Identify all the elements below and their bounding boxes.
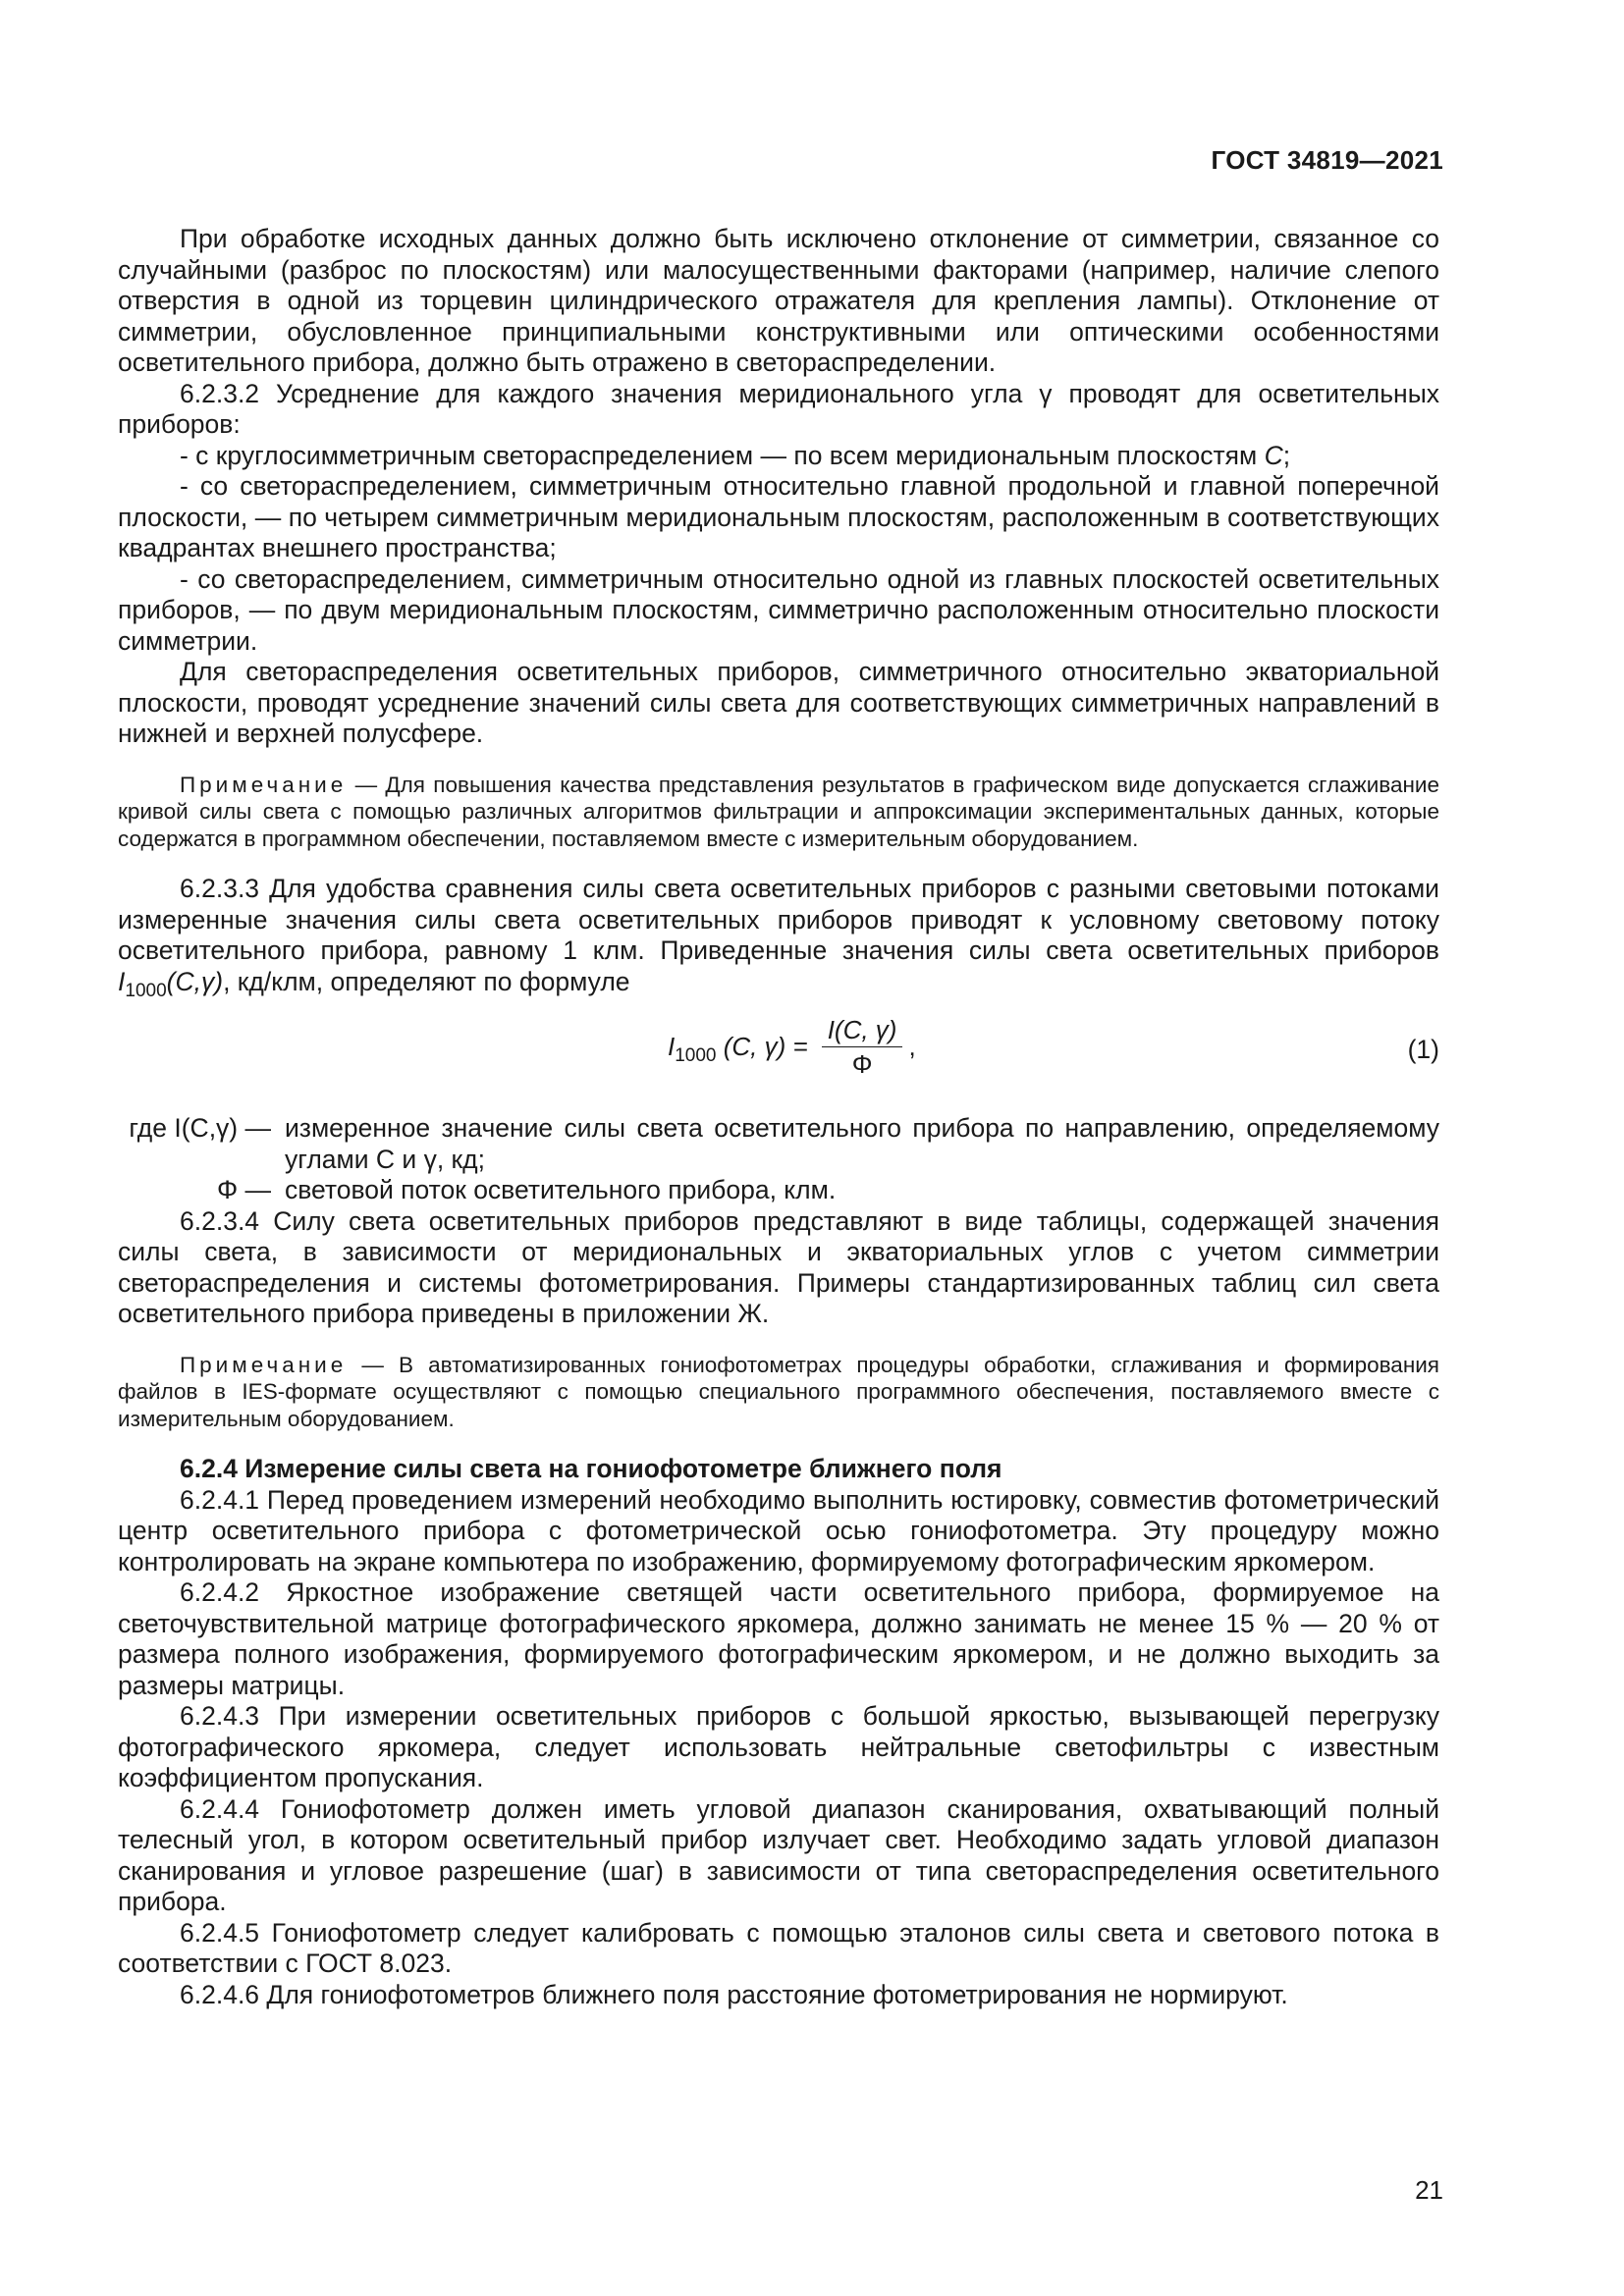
page-number: 21 — [1415, 2175, 1443, 2205]
list-item-round-symmetric — [118, 441, 1439, 472]
note-label: Примечание — [180, 772, 348, 797]
formula-numerator: I(C, γ) — [822, 1013, 903, 1047]
section-heading-6-2-4: 6.2.4 Измерение силы света на гониофотометре ближнего поля — [180, 1454, 1002, 1483]
symbol-subscript: 1000 — [125, 980, 167, 1001]
formula-1 — [118, 1013, 1439, 1095]
standard-number: ГОСТ 34819—2021 — [1211, 145, 1443, 175]
paragraph-text: 6.2.3.3 Для удобства сравнения силы света осветительных приборов с разными световыми потоками измеренные значения силы света осветительных приборов приводят к условному световому потоку осветительного прибора, равному 1 клм. Приведенные значения силы света осветительных приборов — [118, 874, 1439, 965]
variable-c: C — [1264, 440, 1283, 470]
formula-lhs-symbol: I — [668, 1031, 676, 1061]
paragraph-6-2-4-1: 6.2.4.1 Перед проведением измерений необходимо выполнить юстировку, совместив фотометрический центр осветительного прибора с фотометрической осью гониофотометра. Эту процедуру можно контролировать на экране компьютера по изображению, формируемому фотографическим яркомером. — [118, 1484, 1439, 1576]
note-text: — Для повышения качества представления результатов в графическом виде допускается сглаживание кривой силы света с помощью различных алгоритмов фильтрации и аппроксимации экспериментальных данных, которые содержатся в программном обеспечении, поставляемом вместе с измерительным оборудованием. — [118, 772, 1439, 851]
paragraph-equatorial: Для светораспределения осветительных приборов, симметричного относительно экваториальной плоскости, проводят усреднение значений силы света для соответствующих симметричных направлений в нижней и верхней полусфере. — [118, 657, 1439, 748]
paragraph-6-2-4-4: 6.2.4.4 Гониофотометр должен иметь угловой диапазон сканирования, охватывающий полный телесный угол, в котором осветительный прибор излучает свет. Необходимо задать угловой диапазон сканирования и угловое разрешение (шаг) в зависимости от типа светораспределения осветительного прибора. — [118, 1793, 1439, 1916]
legend-symbol-i: где I(C,γ) — — [129, 1113, 271, 1143]
paragraph-6-2-3-3 — [118, 874, 1439, 1001]
formula-lhs-subscript: 1000 — [675, 1044, 717, 1066]
formula-denominator: Φ — [851, 1049, 873, 1079]
list-item-end: ; — [1282, 440, 1291, 470]
paragraph-text-end: , кд/клм, определяют по формуле — [223, 966, 630, 996]
formula-lhs-args: (C, γ) = — [723, 1031, 808, 1061]
legend-definition-phi: световой поток осветительного прибора, клм. — [285, 1175, 837, 1204]
paragraph-6-2-3-2: 6.2.3.2 Усреднение для каждого значения меридионального угла γ проводят для осветительных приборов: — [118, 378, 1439, 439]
paragraph-6-2-4-2: 6.2.4.2 Яркостное изображение светящей части осветительного прибора, формируемое на светочувствительной матрице фотографического яркомера, должно занимать не менее 15 % — 20 % от размера полного изображения, формируемого фотографическим яркомером, и не должно выходить за размеры матрицы. — [118, 1577, 1439, 1700]
legend-definition-i: измеренное значение силы света осветительного прибора по направлению, определяемому углами C и γ, кд; — [285, 1113, 1439, 1174]
formula-tail: , — [908, 1031, 916, 1061]
symbol-i: I — [118, 966, 126, 996]
formula-fraction — [822, 1013, 903, 1081]
note-ies-format — [118, 1352, 1439, 1433]
note-text: — В автоматизированных гониофотометрах процедуры обработки, сглаживания и формирования файлов в IES-формате осуществляют с помощью специального программного обеспечения, поставляемого вместе с измерительным оборудованием. — [118, 1352, 1439, 1431]
document-body — [118, 224, 1439, 2010]
paragraph-6-2-4-5: 6.2.4.5 Гониофотометр следует калибровать с помощью эталонов силы света и светового потока в соответствии с ГОСТ 8.023. — [118, 1917, 1439, 1978]
list-item-two-planes: - со светораспределением, симметричным относительно главной продольной и главной поперечной плоскости, — по четырем симметричным меридиональным плоскостям, расположенным в соответствующих квадрантах внешнего пространства; — [118, 471, 1439, 562]
list-item-text: - с круглосимметричным светораспределением — по всем меридиональным плоскостям — [180, 440, 1265, 470]
list-item-one-plane: - со светораспределением, симметричным относительно одной из главных плоскостей осветительных приборов, — по двум меридиональным плоскостям, симметрично расположенным относительно плоскости симметрии. — [118, 563, 1439, 656]
paragraph-6-2-4-6: 6.2.4.6 Для гониофотометров ближнего поля расстояние фотометрирования не нормируют. — [180, 1979, 1288, 2009]
paragraph-6-2-4-3: 6.2.4.3 При измерении осветительных приборов с большой яркостью, вызывающей перегрузку фотографического яркомера, следует использовать нейтральные светофильтры с известным коэффициентом пропускания. — [118, 1701, 1439, 1792]
paragraph-6-2-3-4: 6.2.3.4 Силу света осветительных приборов представляют в виде таблицы, содержащей значения силы света, в зависимости от меридиональных и экваториальных углов с учетом симметрии светораспределения и системы фотометрирования. Примеры стандартизированных таблиц сил света осветительного прибора приведены в приложении Ж. — [118, 1205, 1439, 1328]
formula-legend — [118, 1113, 1439, 1206]
symbol-args: (C,γ) — [166, 966, 224, 996]
formula-lhs — [668, 1031, 808, 1066]
paragraph-symmetry: При обработке исходных данных должно быть исключено отклонение от симметрии, связанное со случайными (разброс по плоскостям) или малосущественными факторами (например, наличие слепого отверстия в одной из торцевин цилиндрического отражателя для крепления лампы). Отклонение от симметрии, обусловленное принципиальными конструктивными или оптическими особенностями осветительного прибора, должно быть отражено в светораспределении. — [118, 224, 1439, 377]
formula-expression — [668, 1013, 916, 1081]
equation-number: (1) — [1407, 1035, 1439, 1064]
note-label: Примечание — [180, 1352, 348, 1377]
note-smoothing — [118, 772, 1439, 853]
legend-symbol-phi: Φ — — [216, 1175, 271, 1204]
